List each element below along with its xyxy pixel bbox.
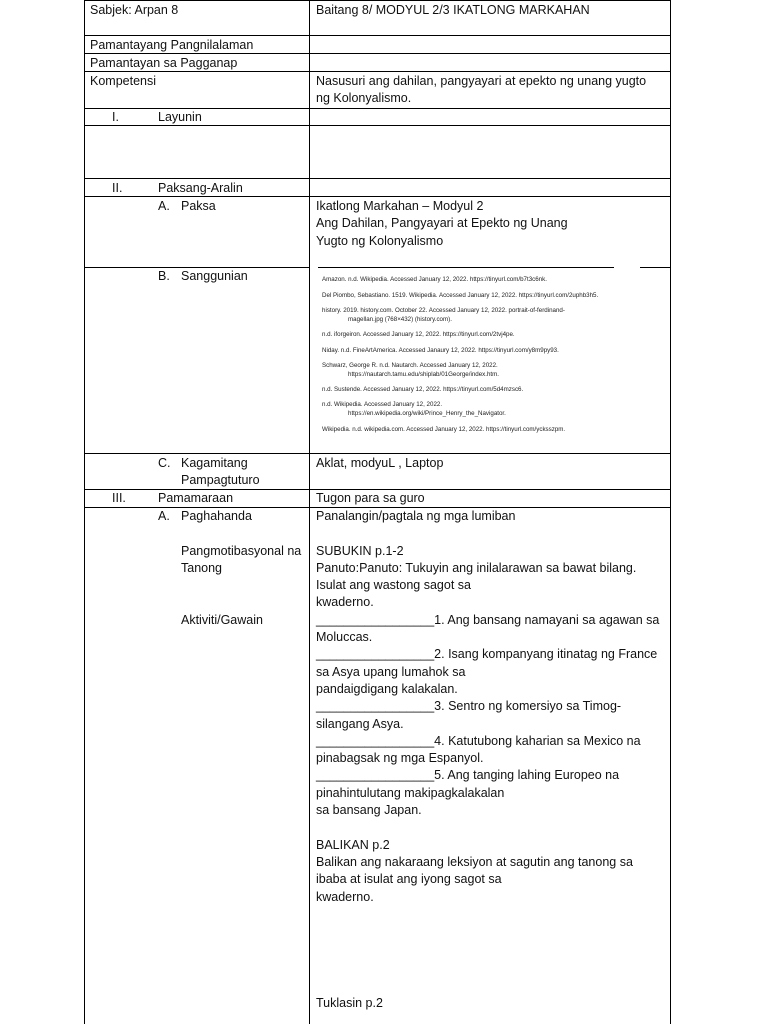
procedure-label: Pamamaraan <box>158 491 234 505</box>
competency-text-line2: ng Kolonyalismo. <box>316 91 412 105</box>
reference-entry: history. 2019. history.com. October 22. Accessed January 12, 2022. portrait-of-ferdinand- magellan.jpg (768×432) (history.com). <box>322 307 565 323</box>
body-line: pandaigdigang kalakalan. <box>316 681 458 696</box>
table-top-border <box>84 0 671 1</box>
body-line: kwaderno. <box>316 889 374 904</box>
subject-matter-label: Paksang-Aralin <box>158 181 243 195</box>
tuklasin-heading: Tuklasin p.2 <box>316 996 383 1010</box>
motivation-label-line2: Tanong <box>181 561 223 575</box>
references-label: Sanggunian <box>181 269 248 283</box>
body-line: Panuto:Panuto: Tukuyin ang inilalarawan sa bawat bilang. <box>316 560 637 575</box>
row-divider-partial <box>640 267 671 268</box>
objectives-label: Layunin <box>158 110 202 124</box>
procedure-body <box>316 508 659 906</box>
topic-label: Paksa <box>181 199 216 213</box>
body-line: silangang Asya. <box>316 716 404 731</box>
body-line: sa Asya upang lumahok sa <box>316 664 466 679</box>
row-divider <box>84 178 671 179</box>
reference-entry: Niday. n.d. FineArtAmerica. Accessed Janaury 12, 2022. https://tinyurl.com/y8m9py93. <box>322 347 559 354</box>
performance-standard-label: Pamantayan sa Pagganap <box>90 56 238 70</box>
item-letter: A. <box>158 509 170 523</box>
reference-entry: n.d. Wikipedia. Accessed January 12, 2022. https://en.wikipedia.org/wiki/Prince_Henry_the_Navigator. <box>322 401 506 417</box>
body-line: Moluccas. <box>316 630 373 645</box>
materials-label-line2: Pampagtuturo <box>181 473 260 487</box>
topic-line1: Ikatlong Markahan – Modyul 2 <box>316 199 484 213</box>
body-line: _________________2. Isang kompanyang itinatag ng France <box>316 647 658 662</box>
table-right-border <box>670 0 671 1024</box>
body-line: BALIKAN p.2 <box>316 837 390 852</box>
reference-entry: Wikipedia. n.d. wikipedia.com. Accessed January 12, 2022. https://tinyurl.com/ycksszpm. <box>322 426 566 433</box>
topic-line3: Yugto ng Kolonyalismo <box>316 234 444 248</box>
topic-line2: Ang Dahilan, Pangyayari at Epekto ng Unang <box>316 216 568 230</box>
body-line: kwaderno. <box>316 595 374 610</box>
body-line: _________________1. Ang bansang namayani sa agawan sa <box>316 612 660 627</box>
body-line: SUBUKIN p.1-2 <box>316 543 404 558</box>
activity-label: Aktiviti/Gawain <box>181 613 263 627</box>
body-line: Isulat ang wastong sagot sa <box>316 578 471 593</box>
section-number: II. <box>112 181 123 195</box>
materials-label-line1: Kagamitang <box>181 456 248 470</box>
grade-module-label: Baitang 8/ MODYUL 2/3 IKATLONG MARKAHAN <box>316 3 590 17</box>
section-number: III. <box>112 491 126 505</box>
competency-text-line1: Nasusuri ang dahilan, pangyayari at epekto ng unang yugto <box>316 74 647 88</box>
body-line: pinahintulutang makipagkalakalan <box>316 785 505 800</box>
body-line <box>316 525 659 542</box>
table-column-divider <box>309 0 310 1024</box>
reference-entry: n.d. iforgeiron. Accessed January 12, 2022. https://tinyurl.com/2tvj4pe. <box>322 331 515 338</box>
reference-entry: Schwarz, George R. n.d. Nautarch. Accessed January 12, 2022. https://nautarch.tamu.edu/shiplab/01George/index.htm. <box>322 362 499 378</box>
row-divider <box>84 35 671 36</box>
item-letter: B. <box>158 269 170 283</box>
teacher-response-header: Tugon para sa guro <box>316 491 425 505</box>
reference-entry: Amazon. n.d. Wikipedia. Accessed January 12, 2022. https://tinyurl.com/b7t3c6nk. <box>322 276 547 283</box>
preparation-label: Paghahanda <box>181 509 252 523</box>
motivation-label-line1: Pangmotibasyonal na <box>181 544 302 558</box>
body-line: sa bansang Japan. <box>316 803 422 818</box>
body-line: Panalangin/pagtala ng mga lumiban <box>316 509 516 523</box>
subject-label: Sabjek: Arpan 8 <box>90 3 179 17</box>
body-line: Balikan ang nakaraang leksiyon at sagutin ang tanong sa <box>316 854 633 869</box>
item-letter: A. <box>158 199 170 213</box>
row-divider <box>84 453 671 454</box>
content-standard-label: Pamantayang Pangnilalaman <box>90 38 254 52</box>
table-left-border <box>84 0 85 1024</box>
body-line: _________________4. Katutubong kaharian sa Mexico na <box>316 733 641 748</box>
body-line: _________________5. Ang tanging lahing Europeo na <box>316 768 620 783</box>
row-divider-partial <box>318 267 614 268</box>
competency-label: Kompetensi <box>90 74 157 88</box>
reference-entry: Del Piombo, Sebastiano. 1519. Wikipedia. Accessed January 12, 2022. https://tinyurl.com/2uphb3h5. <box>322 292 599 299</box>
body-line: pinabagsak ng mga Espanyol. <box>316 751 484 766</box>
body-line <box>316 819 659 836</box>
section-number: I. <box>112 110 119 124</box>
reference-entry: n.d. Sustende. Accessed January 12, 2022. https://tinyurl.com/5d4mzsc6. <box>322 386 524 393</box>
body-line: _________________3. Sentro ng komersiyo sa Timog- <box>316 699 622 714</box>
item-letter: C. <box>158 456 171 470</box>
materials-value: Aklat, modyuL , Laptop <box>316 456 444 470</box>
body-line: ibaba at isulat ang iyong sagot sa <box>316 872 502 887</box>
